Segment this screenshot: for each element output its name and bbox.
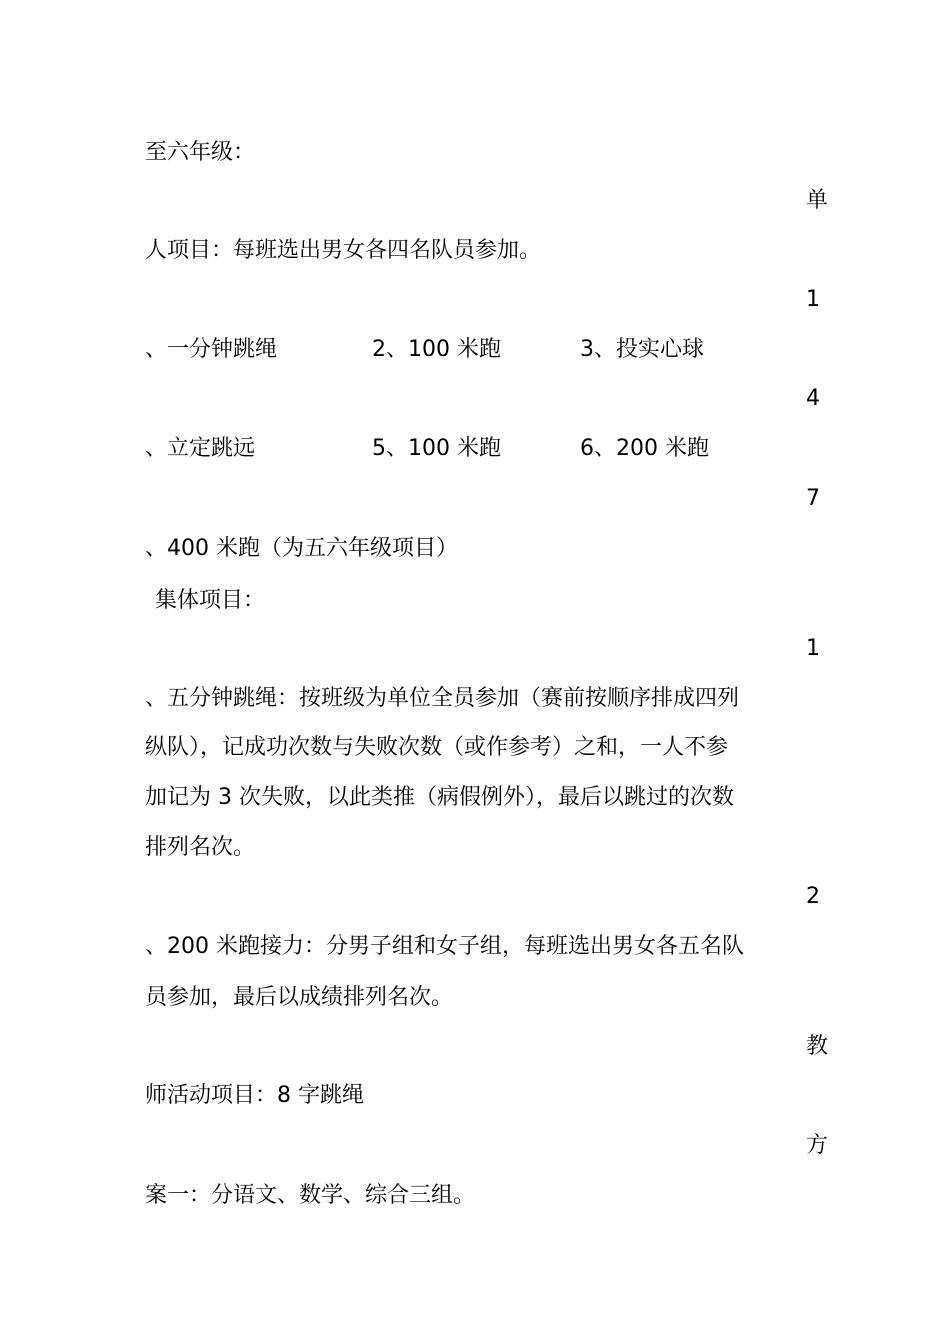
- plan-line: 案一：分语文、数学、综合三组。: [145, 1183, 476, 1208]
- event-row: [145, 434, 845, 464]
- event-item: 5、100 米跑: [372, 436, 501, 461]
- grade-heading: 至六年级：: [145, 140, 256, 165]
- group-events-heading: 集体项目：: [155, 588, 266, 613]
- paragraph-line: 、五分钟跳绳：按班级为单位全员参加（赛前按顺序排成四列: [145, 686, 740, 711]
- event-item: 3、投实心球: [580, 337, 704, 362]
- list-number: 1: [806, 287, 820, 312]
- paragraph-line: 加记为 3 次失败，以此类推（病假例外），最后以跳过的次数: [145, 785, 734, 810]
- event-item: 、立定跳远: [145, 436, 256, 461]
- list-number: 1: [806, 636, 820, 661]
- event-item: 6、200 米跑: [580, 436, 709, 461]
- wrapped-char: 教: [806, 1034, 829, 1059]
- event-item: 、一分钟跳绳: [145, 337, 278, 362]
- event-row: [145, 335, 845, 365]
- wrapped-char: 单: [806, 188, 829, 213]
- list-number: 4: [806, 386, 820, 411]
- paragraph-line: 纵队），记成功次数与失败次数（或作参考）之和，一人不参: [145, 735, 729, 760]
- wrapped-char: 方: [806, 1133, 829, 1158]
- individual-events-line: 人项目：每班选出男女各四名队员参加。: [145, 238, 542, 263]
- teacher-activity-line: 师活动项目：8 字跳绳: [145, 1083, 364, 1108]
- paragraph-line: 员参加，最后以成绩排列名次。: [145, 985, 454, 1010]
- paragraph-line: 、200 米跑接力：分男子组和女子组，每班选出男女各五名队: [145, 934, 744, 959]
- paragraph-line: 排列名次。: [145, 835, 256, 860]
- list-number: 7: [806, 486, 820, 511]
- list-number: 2: [806, 884, 820, 909]
- event-item: 2、100 米跑: [372, 337, 501, 362]
- event-line: 、400 米跑（为五六年级项目）: [145, 536, 458, 561]
